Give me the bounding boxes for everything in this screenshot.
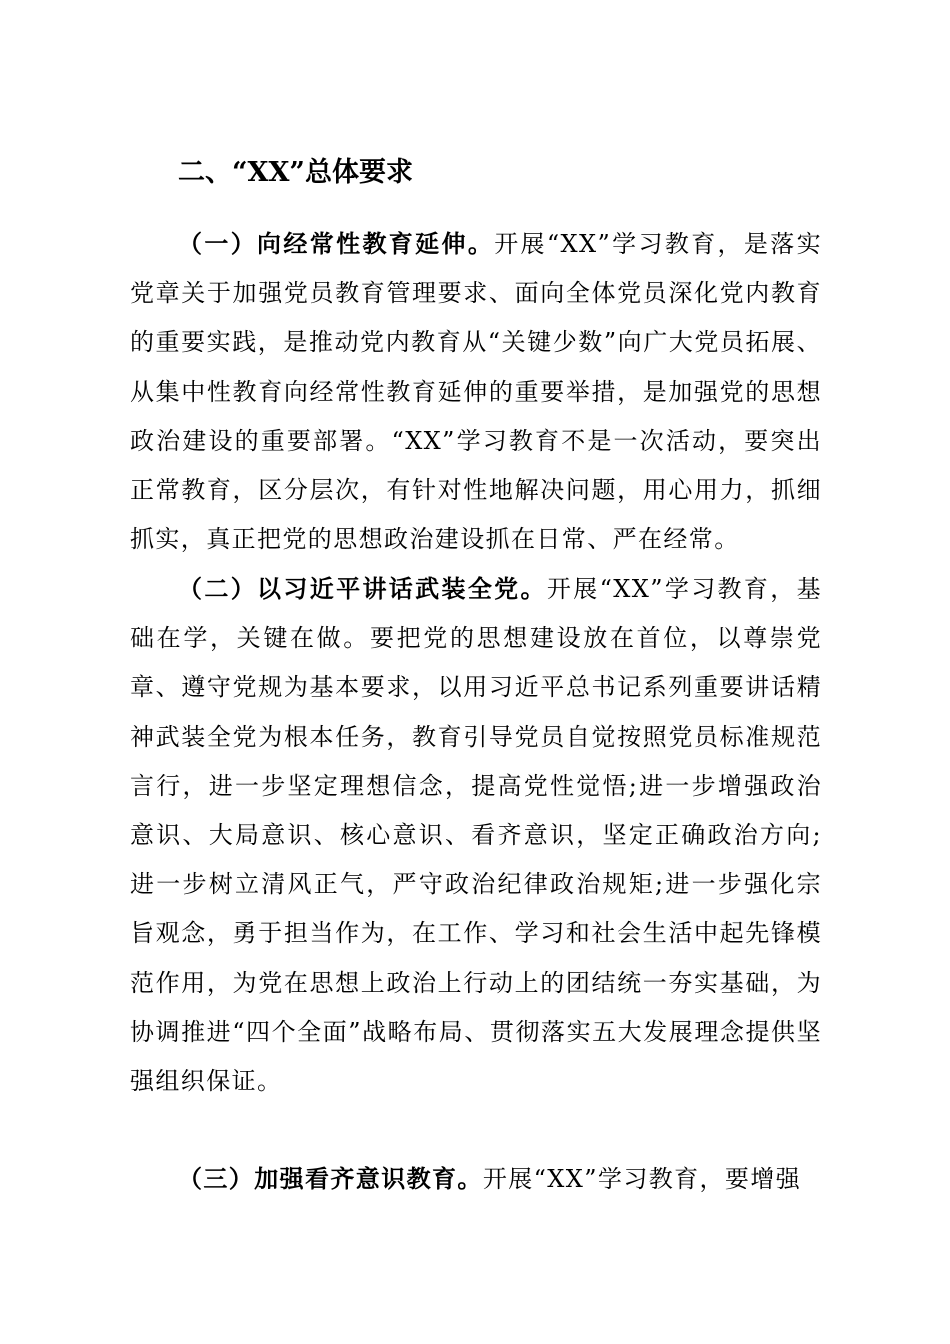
paragraph-1-body: 开展“XX”学习教育，是落实党章关于加强党员教育管理要求、面向全体党员深化党内教育的重要实践，是推动党内教育从“关键少数”向广大党员拓展、从集中性教育向经常性教育延伸的重要举措，是加强党的思想政治建设的重要部署。“XX”学习教育不是一次活动，要突出正常教育，区分层次，有针对性地解决问题，用心用力，抓细抓实，真正把党的思想政治建设抓在日常、严在经常。 xyxy=(130,230,822,554)
paragraph-3-lead: （三）加强看齐意识教育。 xyxy=(178,1164,483,1193)
paragraph-3 xyxy=(130,1154,822,1204)
paragraph-2-body: 开展“XX”学习教育，基础在学，关键在做。要把党的思想建设放在首位，以尊崇党章、遵守党规为基本要求，以用习近平总书记系列重要讲话精神武装全党为根本任务，教育引导党员自觉按照党员标准规范言行，进一步坚定理想信念，提高党性觉悟;进一步增强政治意识、大局意识、核心意识、看齐意识，坚定正确政治方向;进一步树立清风正气，严守政治纪律政治规矩;进一步强化宗旨观念，勇于担当作为，在工作、学习和社会生活中起先锋模范作用，为党在思想上政治上行动上的团结统一夯实基础，为协调推进“四个全面”战略布局、贯彻落实五大发展理念提供坚强组织保证。 xyxy=(130,575,822,1096)
paragraph-3-body: 开展“XX”学习教育，要增强 xyxy=(482,1165,802,1193)
paragraph-2 xyxy=(130,564,822,1106)
paragraph-1 xyxy=(130,219,822,564)
section-heading: 二、“XX”总体要求 xyxy=(178,157,413,188)
paragraph-2-lead: （二）以习近平讲话武装全党。 xyxy=(178,574,547,603)
paragraph-1-lead: （一）向经常性教育延伸。 xyxy=(178,229,495,258)
